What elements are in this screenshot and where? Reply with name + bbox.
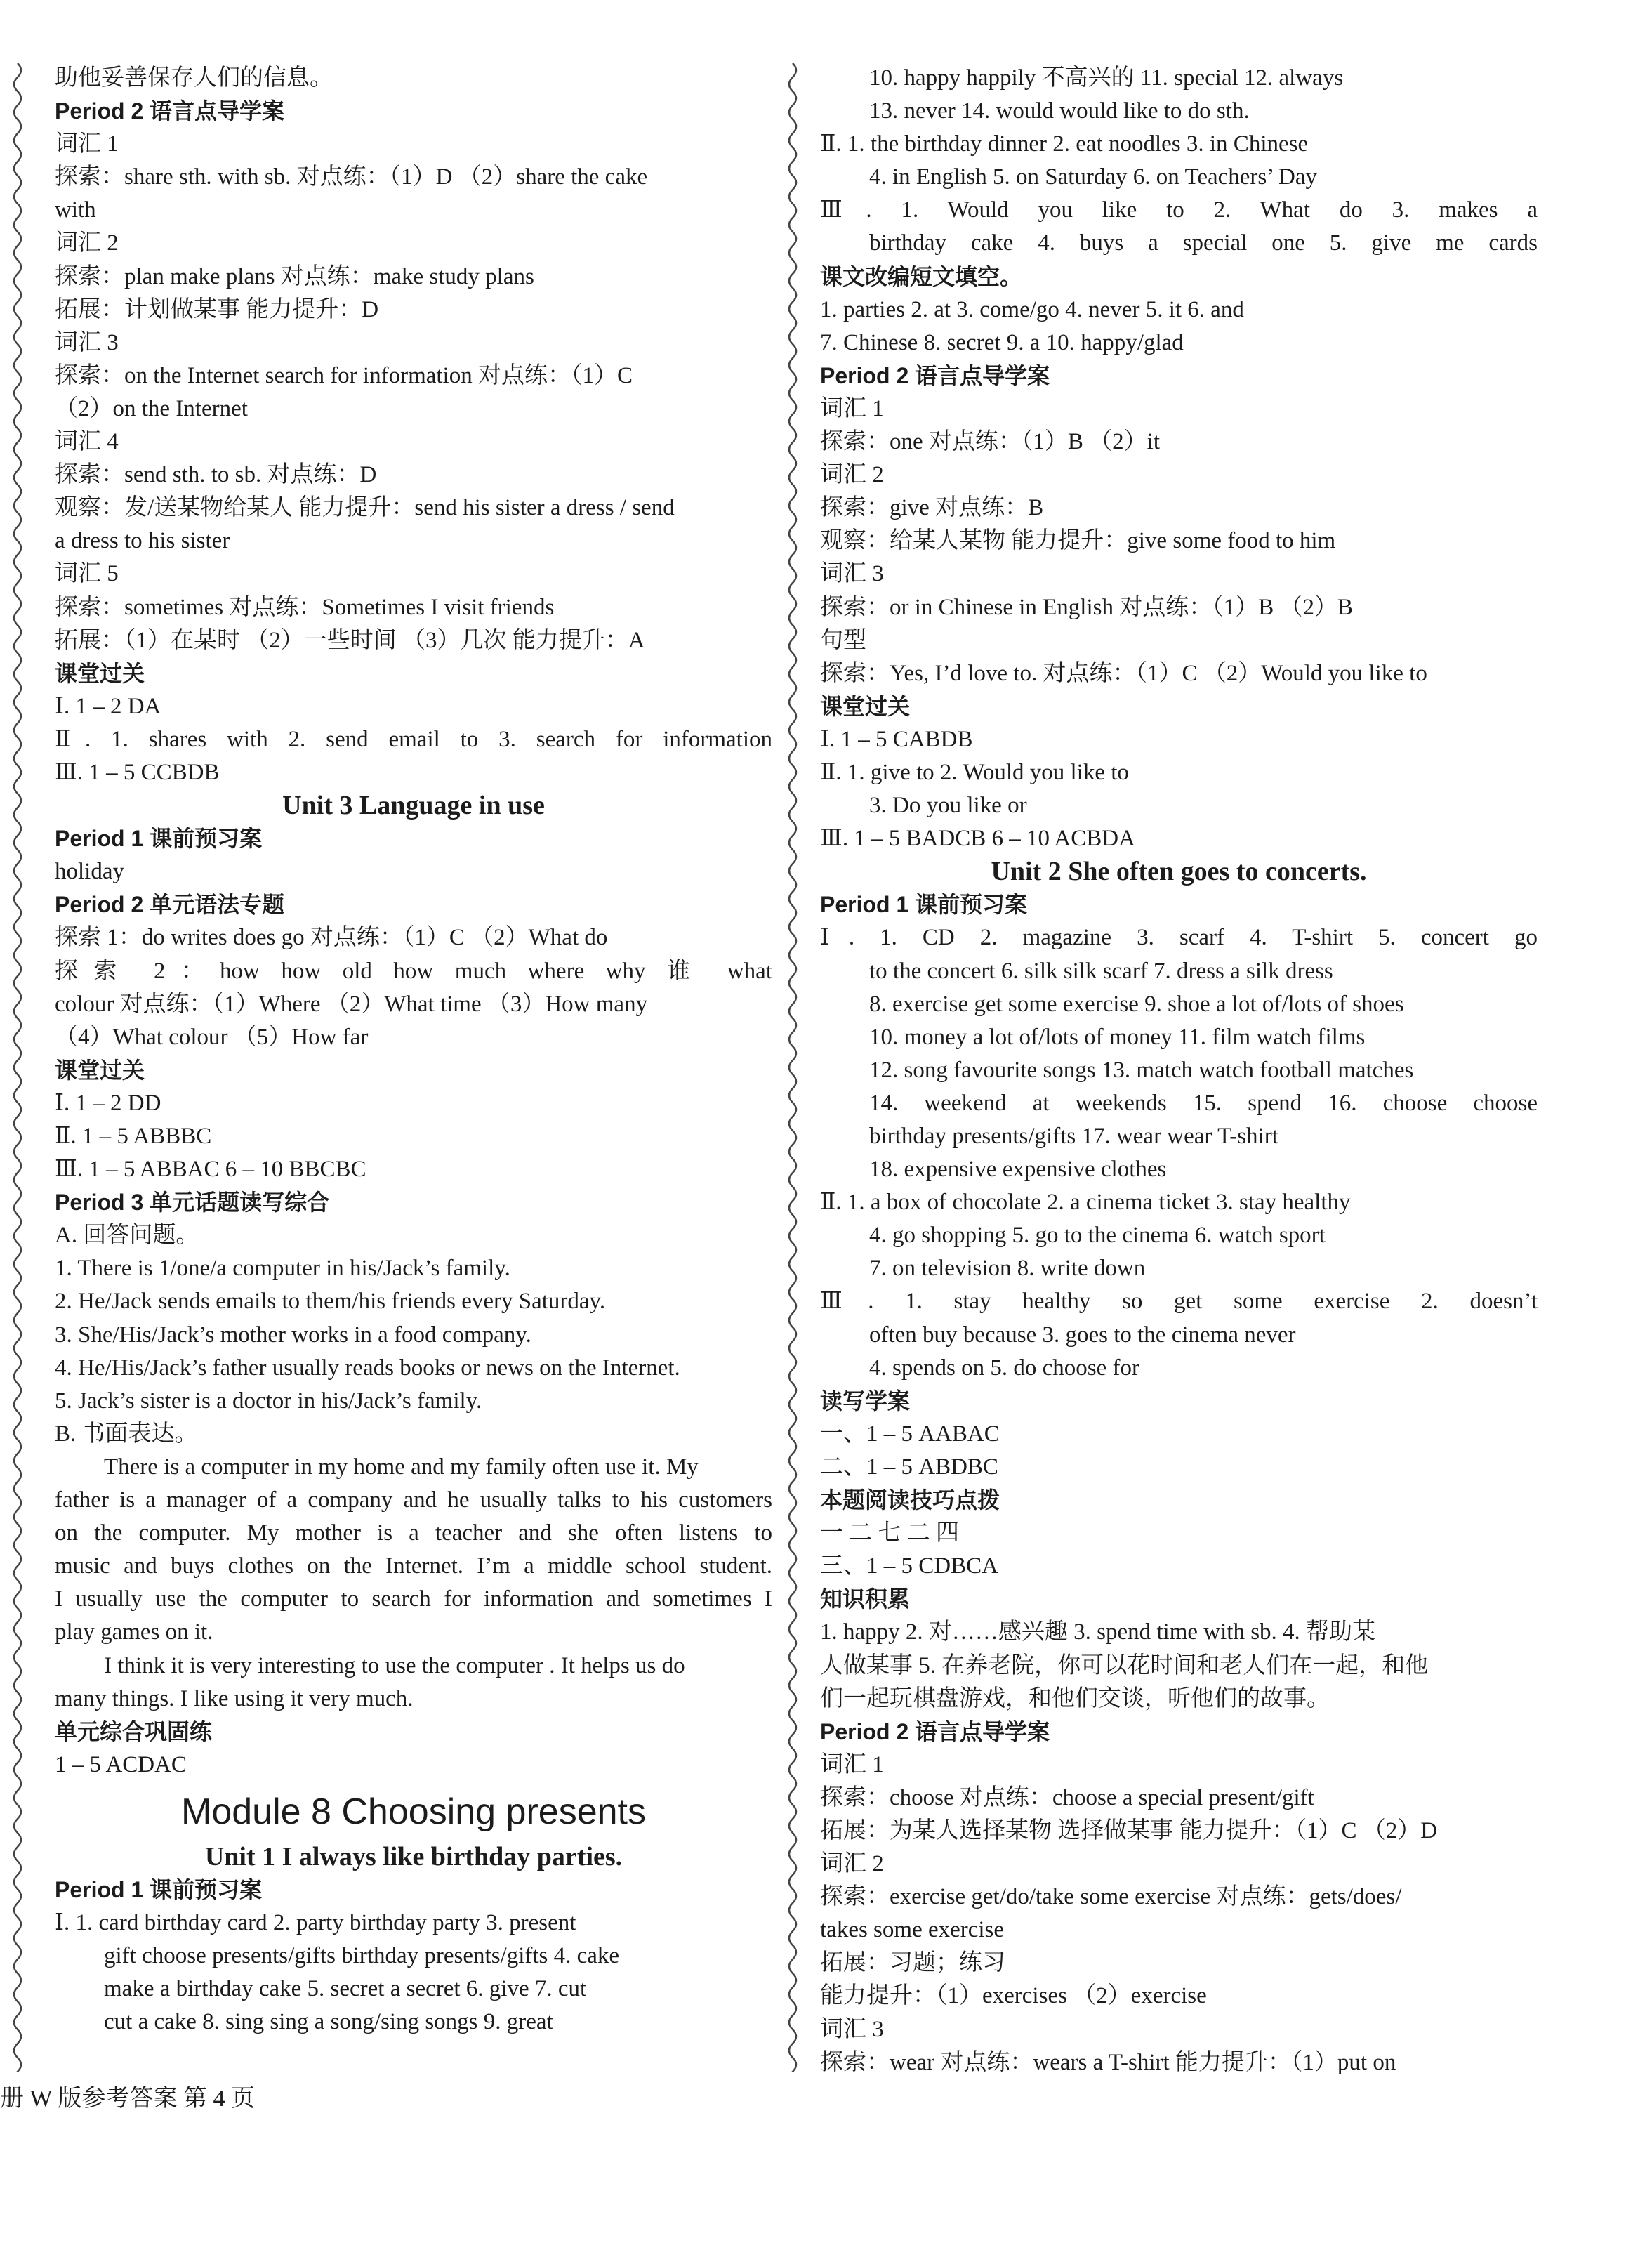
answer-line: 7. Chinese 8. secret 9. a 10. happy/glad	[820, 329, 1184, 355]
answer-line: with	[55, 197, 96, 223]
answer-line: Ⅰ. 1. card birthday card 2. party birthday party 3. present	[55, 1910, 576, 1936]
answer-line: 词汇 5	[55, 561, 119, 587]
answer-line: 探索：exercise get/do/take some exercise 对点练：gets/does/	[820, 1884, 1402, 1910]
answer-line: 词汇 1	[55, 131, 119, 157]
answer-line: cut a cake 8. sing sing a song/sing songs 9. great	[104, 2009, 553, 2035]
section-label: Period 1 课前预习案	[820, 892, 1028, 918]
answer-line: 10. money a lot of/lots of money 11. film watch films	[869, 1024, 1366, 1050]
section-label: Period 2 语言点导学案	[820, 1718, 1050, 1744]
answer-line: 探索：send sth. to sb. 对点练：D	[55, 462, 377, 488]
answer-line: 4. go shopping 5. go to the cinema 6. watch sport	[869, 1223, 1326, 1249]
answer-line: 二、1 – 5 ABDBC	[820, 1454, 998, 1480]
answer-line: 词汇 3	[820, 561, 884, 587]
answer-line: colour 对点练：（1）Where （2）What time （3）How many	[55, 991, 648, 1017]
answer-line: father is a manager of a company and he usually talks to his customers	[55, 1487, 772, 1513]
answer-line: I usually use the computer to search for information and sometimes I	[55, 1586, 772, 1612]
center-wavy-divider	[782, 63, 803, 2072]
section-label: 单元综合巩固练	[55, 1718, 213, 1744]
answer-line: 探索：Yes, I’d love to. 对点练：（1）C （2）Would you like to	[820, 660, 1427, 686]
answer-line: many things. I like using it very much.	[55, 1685, 414, 1711]
answer-line: 词汇 2	[820, 1851, 884, 1877]
answer-line: 1. There is 1/one/a computer in his/Jack’s family.	[55, 1256, 510, 1282]
answer-line: birthday cake 4. buys a special one 5. give me cards	[869, 230, 1538, 256]
answer-line: 14. weekend at weekends 15. spend 16. choose choose	[869, 1090, 1538, 1116]
answer-line: 拓展：计划做某事 能力提升：D	[55, 296, 379, 322]
section-label: 课堂过关	[55, 660, 145, 686]
section-label: Period 1 课前预习案	[55, 826, 263, 852]
answer-line: 18. expensive expensive clothes	[869, 1157, 1167, 1183]
answer-line: 能力提升：（1）exercises （2）exercise	[820, 1983, 1207, 2009]
section-label: Period 1 课前预习案	[55, 1876, 263, 1902]
wavy-line	[789, 63, 796, 2072]
answer-line: 词汇 4	[55, 429, 119, 455]
answer-line: 词汇 3	[820, 2016, 884, 2042]
answer-line: birthday presents/gifts 17. wear wear T-shirt	[869, 1124, 1278, 1149]
answer-line: 2. He/Jack sends emails to them/his friends every Saturday.	[55, 1289, 606, 1315]
section-label: 本题阅读技巧点拨	[820, 1487, 1000, 1513]
answer-line: 拓展：习题；练习	[820, 1950, 1005, 1976]
answer-line: 拓展：为某人选择某物 选择做某事 能力提升：（1）C （2）D	[820, 1817, 1438, 1843]
answer-line: 4. He/His/Jack’s father usually reads books or news on the Internet.	[55, 1355, 680, 1381]
answer-line: gift choose presents/gifts birthday presents/gifts 4. cake	[104, 1943, 620, 1969]
section-heading: Unit 2 She often goes to concerts.	[991, 857, 1367, 887]
answer-line: 3. Do you like or	[869, 793, 1027, 819]
answer-line: 探索 2：how how old how much where why 谁 what	[55, 958, 772, 984]
answer-line: takes some exercise	[820, 1917, 1005, 1943]
answer-line: 人做某事 5. 在养老院，你可以花时间和老人们在一起，和他	[820, 1652, 1429, 1678]
answer-line: 拓展：（1）在某时 （2）一些时间 （3）几次 能力提升：A	[55, 627, 645, 653]
wavy-line	[14, 63, 21, 2072]
answer-line: to the concert 6. silk silk scarf 7. dress a silk dress	[869, 958, 1333, 984]
answer-line: （4）What colour （5）How far	[55, 1024, 369, 1050]
answer-line: Ⅲ. 1 – 5 BADCB 6 – 10 ACBDA	[820, 826, 1135, 852]
section-label: 课堂过关	[55, 1057, 145, 1083]
section-label: 课堂过关	[820, 693, 911, 719]
answer-line: B. 书面表达。	[55, 1421, 198, 1447]
answer-line: 三、1 – 5 CDBCA	[820, 1553, 998, 1579]
answer-line: （2）on the Internet	[55, 395, 248, 421]
answer-line: A. 回答问题。	[55, 1223, 199, 1249]
answer-line: 一 二 七 二 四	[820, 1520, 959, 1546]
answer-line: Ⅰ. 1 – 2 DD	[55, 1090, 161, 1116]
answer-line: I think it is very interesting to use the computer . It helps us do	[104, 1652, 685, 1678]
answer-line: 词汇 1	[820, 1751, 884, 1777]
answer-line: 1 – 5 ACDAC	[55, 1751, 187, 1777]
answer-line: Ⅱ. 1. the birthday dinner 2. eat noodles 3. in Chinese	[820, 131, 1309, 157]
answer-line: Ⅱ. 1 – 5 ABBBC	[55, 1124, 212, 1149]
answer-line: 词汇 2	[820, 462, 884, 488]
answer-line: Ⅲ. 1 – 5 ABBAC 6 – 10 BBCBC	[55, 1157, 366, 1183]
module-title: Module 8 Choosing presents	[181, 1791, 646, 1832]
answer-line: music and buys clothes on the Internet. I’m a middle school student.	[55, 1553, 772, 1579]
answer-line: 1. parties 2. at 3. come/go 4. never 5. it 6. and	[820, 296, 1244, 322]
answer-line: make a birthday cake 5. secret a secret 6. give 7. cut	[104, 1976, 587, 2002]
answer-line: Ⅲ. 1. stay healthy so get some exercise 2. doesn’t	[820, 1289, 1538, 1315]
section-label: Period 2 单元语法专题	[55, 892, 285, 918]
section-label: 知识积累	[820, 1586, 911, 1612]
answer-line: Ⅱ. 1. give to 2. Would you like to	[820, 759, 1129, 785]
answer-line: 5. Jack’s sister is a doctor in his/Jack’s family.	[55, 1388, 482, 1414]
section-label: Period 3 单元话题读写综合	[55, 1190, 330, 1216]
answer-line: 探索：sometimes 对点练：Sometimes I visit friends	[55, 594, 555, 620]
answer-line: on the computer. My mother is a teacher and she often listens to	[55, 1520, 772, 1546]
left-answer-column	[55, 62, 772, 2039]
page-footer: 册 W 版参考答案 第 4 页	[0, 2086, 255, 2112]
answer-line: 12. song favourite songs 13. match watch football matches	[869, 1057, 1414, 1083]
answer-line: 13. never 14. would would like to do sth.	[869, 98, 1250, 124]
answer-line: 10. happy happily 不高兴的 11. special 12. always	[869, 65, 1344, 91]
answer-line: 探索：give 对点练：B	[820, 495, 1044, 521]
section-label: 读写学案	[820, 1388, 911, 1414]
answer-line: 观察：给某人某物 能力提升：give some food to him	[820, 528, 1336, 554]
section-heading: Unit 1 I always like birthday parties.	[204, 1841, 623, 1871]
answer-line: 词汇 2	[55, 230, 119, 256]
section-label: 课文改编短文填空。	[820, 263, 1023, 289]
answer-line: Ⅰ. 1. CD 2. magazine 3. scarf 4. T-shirt 5. concert go	[820, 925, 1538, 951]
answer-line: 助他妥善保存人们的信息。	[55, 65, 333, 91]
answer-line: Ⅱ. 1. a box of chocolate 2. a cinema ticket 3. stay healthy	[820, 1190, 1351, 1216]
answer-line: 探索：one 对点练：（1）B （2）it	[820, 429, 1160, 455]
answer-line: often buy because 3. goes to the cinema never	[869, 1322, 1296, 1348]
answer-line: 探索：on the Internet search for information 对点练：（1）C	[55, 362, 633, 388]
answer-line: Ⅰ. 1 – 5 CABDB	[820, 726, 973, 752]
answer-line: 4. in English 5. on Saturday 6. on Teachers’ Day	[869, 164, 1318, 190]
answer-line: 1. happy 2. 对……感兴趣 3. spend time with sb. 4. 帮助某	[820, 1619, 1376, 1645]
answer-line: a dress to his sister	[55, 528, 230, 554]
answer-line: 探索：wear 对点练：wears a T-shirt 能力提升：（1）put on	[820, 2049, 1396, 2075]
answer-line: Ⅱ. 1. shares with 2. send email to 3. search for information	[55, 726, 772, 752]
answer-line: Ⅲ. 1 – 5 CCBDB	[55, 759, 220, 785]
answer-line: Ⅲ. 1. Would you like to 2. What do 3. makes a	[820, 197, 1538, 223]
answer-line: There is a computer in my home and my family often use it. My	[104, 1454, 699, 1480]
answer-line: 词汇 1	[820, 395, 884, 421]
answer-line: 们一起玩棋盘游戏，和他们交谈，听他们的故事。	[820, 1685, 1330, 1711]
answer-line: 词汇 3	[55, 329, 119, 355]
answer-line: 探索：plan make plans 对点练：make study plans	[55, 263, 534, 289]
answer-line: 7. on television 8. write down	[869, 1256, 1146, 1282]
answer-line: 探索 1：do writes does go 对点练：（1）C （2）What do	[55, 925, 608, 951]
left-wavy-border	[7, 63, 28, 2072]
answer-line: 探索：share sth. with sb. 对点练：（1）D （2）share the cake	[55, 164, 648, 190]
answer-line: 句型	[820, 627, 866, 653]
answer-line: 探索：choose 对点练：choose a special present/gift	[820, 1784, 1314, 1810]
section-label: Period 2 语言点导学案	[820, 362, 1050, 388]
answer-line: Ⅰ. 1 – 2 DA	[55, 693, 161, 719]
answer-line: 8. exercise get some exercise 9. shoe a lot of/lots of shoes	[869, 991, 1404, 1017]
answer-line: play games on it.	[55, 1619, 213, 1645]
answer-line: 3. She/His/Jack’s mother works in a food company.	[55, 1322, 531, 1348]
answer-line: 观察：发/送某物给某人 能力提升：send his sister a dress / send	[55, 495, 675, 521]
answer-line: holiday	[55, 859, 124, 885]
right-answer-column	[820, 62, 1538, 2079]
answer-line: 探索：or in Chinese in English 对点练：（1）B （2）B	[820, 594, 1353, 620]
answer-line: 4. spends on 5. do choose for	[869, 1355, 1139, 1381]
answer-line: 一、1 – 5 AABAC	[820, 1421, 1000, 1447]
section-heading: Unit 3 Language in use	[282, 791, 545, 821]
section-label: Period 2 语言点导学案	[55, 98, 285, 124]
